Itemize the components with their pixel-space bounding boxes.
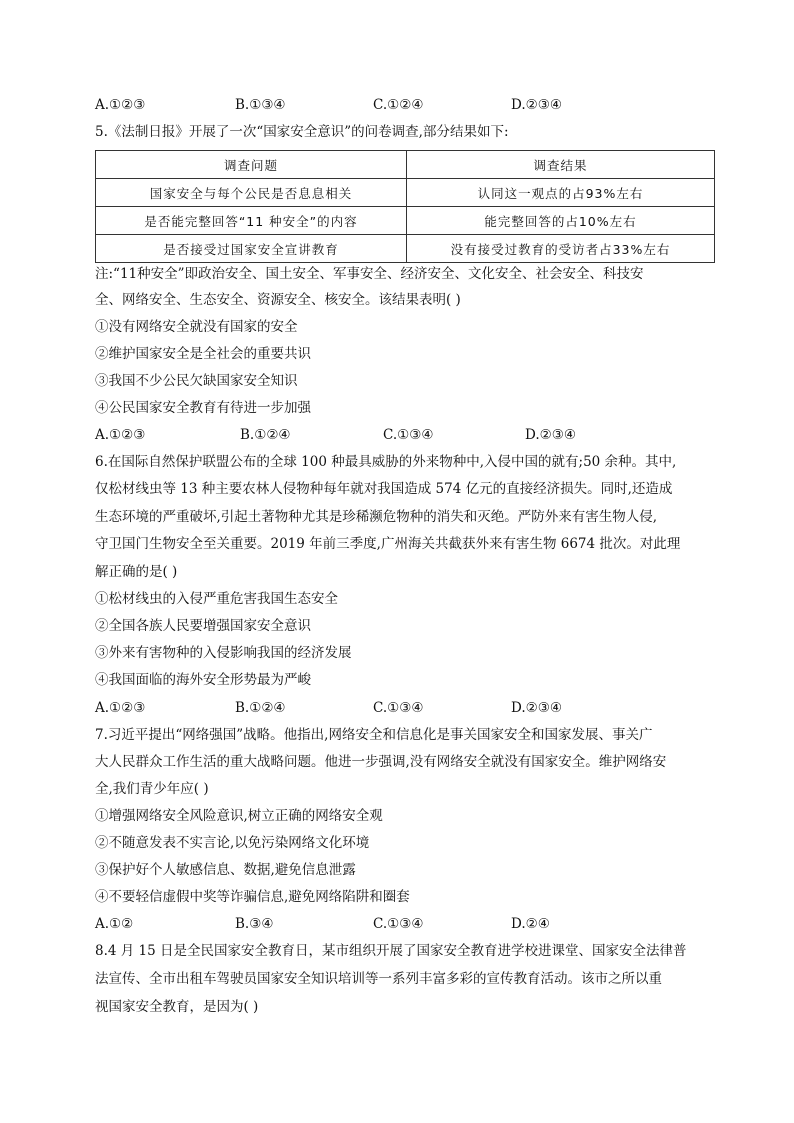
option-b: B.③④: [235, 916, 274, 932]
option-a: A.①②③: [95, 97, 146, 113]
q5-item: ②维护国家安全是全社会的重要共识: [95, 346, 311, 362]
option-d: D.②③④: [511, 700, 562, 716]
q7-item: ④不要轻信虚假中奖等诈骗信息,避免网络陷阱和圈套: [95, 889, 410, 905]
survey-table: [95, 150, 715, 263]
option-a: A.①②③: [95, 427, 146, 443]
table-cell: 能完整回答的占10%左右: [407, 207, 715, 235]
option-d: D.②④: [511, 916, 550, 932]
q6-options: [95, 698, 715, 718]
q8-stem-line: 8.4 月 15 日是全民国家安全教育日，某市组织开展了国家安全教育进学校进课堂、国家安全法律普: [95, 943, 687, 959]
table-header: 调查问题: [96, 151, 407, 179]
q5-note-line: 注:“11种安全”即政治安全、国土安全、军事安全、经济安全、文化安全、社会安全、科技安: [95, 266, 644, 282]
option-c: C.①③④: [383, 427, 434, 443]
q5-item: ③我国不少公民欠缺国家安全知识: [95, 373, 298, 389]
option-a: A.①②: [95, 916, 134, 932]
q6-item: ④我国面临的海外安全形势最为严峻: [95, 672, 311, 688]
q6-item: ②全国各族人民要增强国家安全意识: [95, 618, 311, 634]
q6-stem-line: 生态环境的严重破坏,引起土著物种尤其是珍稀濒危物种的消失和灭绝。严防外来有害生物人侵,: [95, 509, 658, 525]
q6-item: ①松材线虫的入侵严重危害我国生态安全: [95, 591, 338, 607]
option-d: D.②③④: [511, 97, 562, 113]
q5-options: [95, 425, 715, 445]
option-c: C.①③④: [373, 700, 424, 716]
q5-stem: 5.《法制日报》开展了一次“国家安全意识”的问卷调查,部分结果如下:: [95, 124, 509, 140]
table-cell: 认同这一观点的占93%左右: [407, 179, 715, 207]
option-b: B.①②④: [235, 700, 286, 716]
q7-item: ①增强网络安全风险意识,树立正确的网络安全观: [95, 808, 383, 824]
q7-stem-line: 大人民群众工作生活的重大战略问题。他进一步强调,没有网络安全就没有国家安全。维护网络安: [95, 754, 667, 770]
q7-item: ③保护好个人敏感信息、数据,避免信息泄露: [95, 862, 356, 878]
table-header-row: [96, 151, 715, 179]
table-header: 调查结果: [407, 151, 715, 179]
table-row: [96, 235, 715, 263]
table-cell: 国家安全与每个公民是否息息相关: [96, 179, 407, 207]
q7-item: ②不随意发表不实言论,以免污染网络文化环境: [95, 835, 370, 851]
q8-stem-line: 视国家安全教育，是因为( ): [95, 999, 259, 1015]
q5-item: ①没有网络安全就没有国家的安全: [95, 319, 298, 335]
option-c: C.①②④: [373, 97, 424, 113]
table-cell: 是否接受过国家安全宣讲教育: [96, 235, 407, 263]
option-c: C.①③④: [373, 916, 424, 932]
option-d: D.②③④: [525, 427, 576, 443]
table-row: [96, 207, 715, 235]
table-cell: 没有接受过教育的受访者占33%左右: [407, 235, 715, 263]
q5-note-line: 全、网络安全、生态安全、资源安全、核安全。该结果表明( ): [95, 292, 461, 308]
q7-options: [95, 914, 715, 934]
q4-options: [95, 95, 715, 115]
option-b: B.①③④: [235, 97, 286, 113]
q5-item: ④公民国家安全教育有待进一步加强: [95, 400, 311, 416]
option-b: B.①②④: [240, 427, 291, 443]
q7-stem-line: 全,我们青少年应( ): [95, 781, 209, 797]
q6-stem-line: 解正确的是( ): [95, 564, 178, 580]
q8-stem-line: 法宣传、全市出租车驾驶员国家安全知识培训等一系列丰富多彩的宣传教育活动。该市之所以重: [95, 971, 662, 987]
option-a: A.①②③: [95, 700, 146, 716]
q6-stem-line: 6.在国际自然保护联盟公布的全球 100 种最具威胁的外来物种中,入侵中国的就有;50 余种。其中,: [95, 454, 677, 470]
q7-stem-line: 7.习近平提出“网络强国”战略。他指出,网络安全和信息化是事关国家安全和国家发展、事关广: [95, 727, 653, 743]
q6-item: ③外来有害物种的入侵影响我国的经济发展: [95, 645, 352, 661]
table-cell: 是否能完整回答“11 种安全”的内容: [96, 207, 407, 235]
q6-stem-line: 守卫国门生物安全至关重要。2019 年前三季度,广州海关共截获外来有害生物 6674 批次。对此理: [95, 536, 681, 552]
table-row: [96, 179, 715, 207]
q6-stem-line: 仅松材线虫等 13 种主要农林人侵物种每年就对我国造成 574 亿元的直接经济损失。同时,还造成: [95, 481, 673, 497]
